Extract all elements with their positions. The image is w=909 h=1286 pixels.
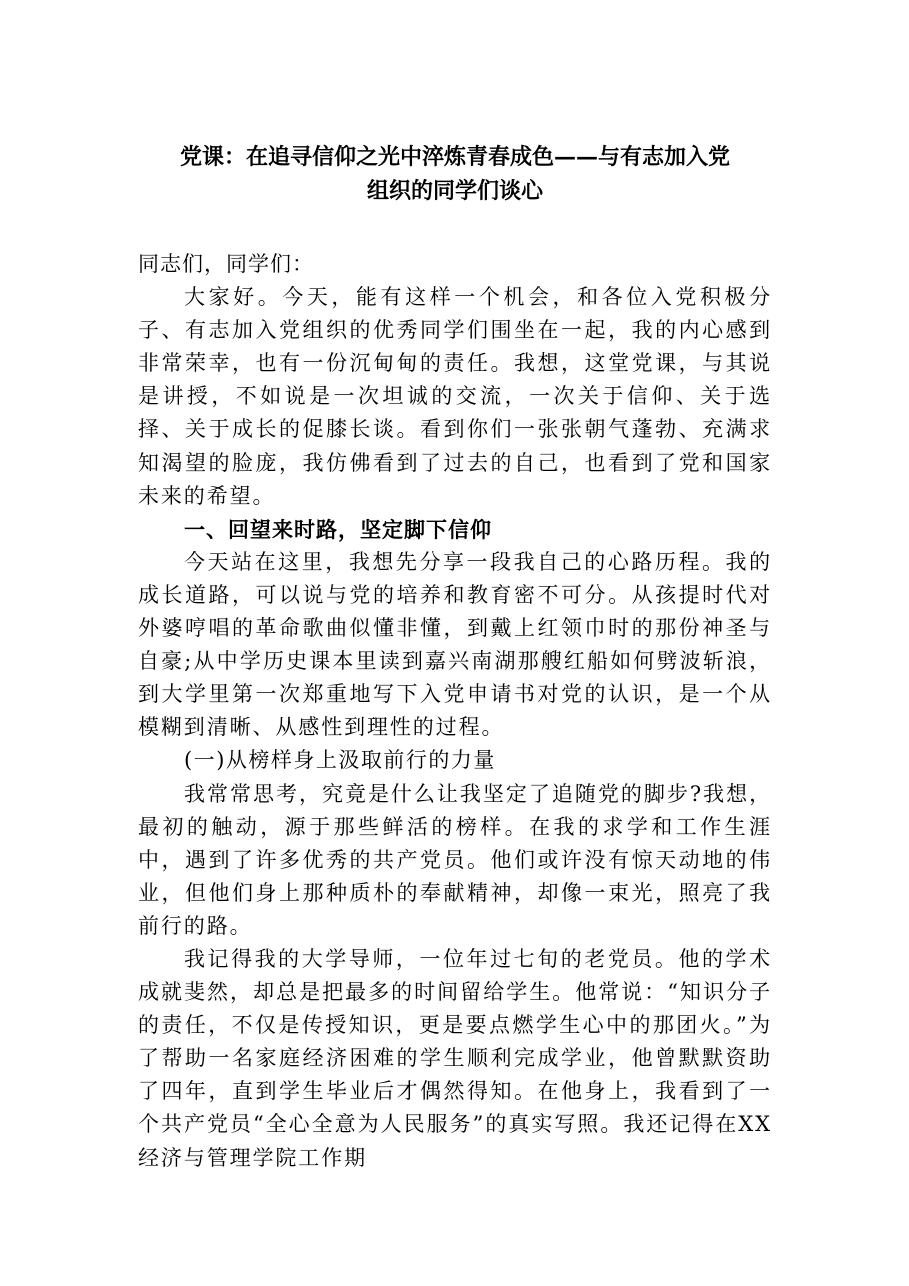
document-title <box>138 140 772 208</box>
document-page <box>138 140 772 1175</box>
title-line-2: 组织的同学们谈心 <box>366 178 543 204</box>
section-heading-1: 一、回望来时路，坚定脚下信仰 <box>184 516 492 542</box>
salutation: 同志们，同学们： <box>138 252 314 276</box>
paragraph-intro: 大家好。今天，能有这样一个机会，和各位入党积极分子、有志加入党组织的优秀同学们围坐在一起，我的内心感到非常荣幸，也有一份沉甸甸的责任。我想，这堂党课，与其说是讲授，不如说是一次坦诚的交流，一次关于信仰、关于选择、关于成长的促膝长谈。看到你们一张张朝气蓬勃、充满求知渴望的脸庞，我仿佛看到了过去的自己，也看到了党和国家未来的希望。 <box>138 285 772 508</box>
paragraph-mentor: 我记得我的大学导师，一位年过七旬的老党员。他的学术成就斐然，却总是把最多的时间留给学生。他常说：“知识分子的责任，不仅是传授知识，更是要点燃学生心中的那团火。”为了帮助一名家庭经济困难的学生顺利完成学业，他曾默默资助了四年，直到学生毕业后才偶然得知。在他身上，我看到了一个共产党员“全心全意为人民服务”的真实写照。我还记得在XX经济与管理学院工作期 <box>138 946 772 1170</box>
subsection-heading-1: (一)从榜样身上汲取前行的力量 <box>184 748 496 773</box>
document-body <box>138 248 772 1175</box>
title-line-1: 党课：在追寻信仰之光中淬炼青春成色——与有志加入党 <box>179 144 730 170</box>
paragraph-role-models: 我常常思考，究竟是什么让我坚定了追随党的脚步?我想，最初的触动，源于那些鲜活的榜样。在我的求学和工作生涯中，遇到了许多优秀的共产党员。他们或许没有惊天动地的伟业，但他们身上那种质朴的奉献精神，却像一束光，照亮了我前行的路。 <box>138 781 772 938</box>
paragraph-journey: 今天站在这里，我想先分享一段我自己的心路历程。我的成长道路，可以说与党的培养和教育密不可分。从孩提时代对外婆哼唱的革命歌曲似懂非懂，到戴上红领巾时的那份神圣与自豪;从中学历史课本里读到嘉兴南湖那艘红船如何劈波斩浪，到大学里第一次郑重地写下入党申请书对党的认识，是一个从模糊到清晰、从感性到理性的过程。 <box>138 549 772 740</box>
